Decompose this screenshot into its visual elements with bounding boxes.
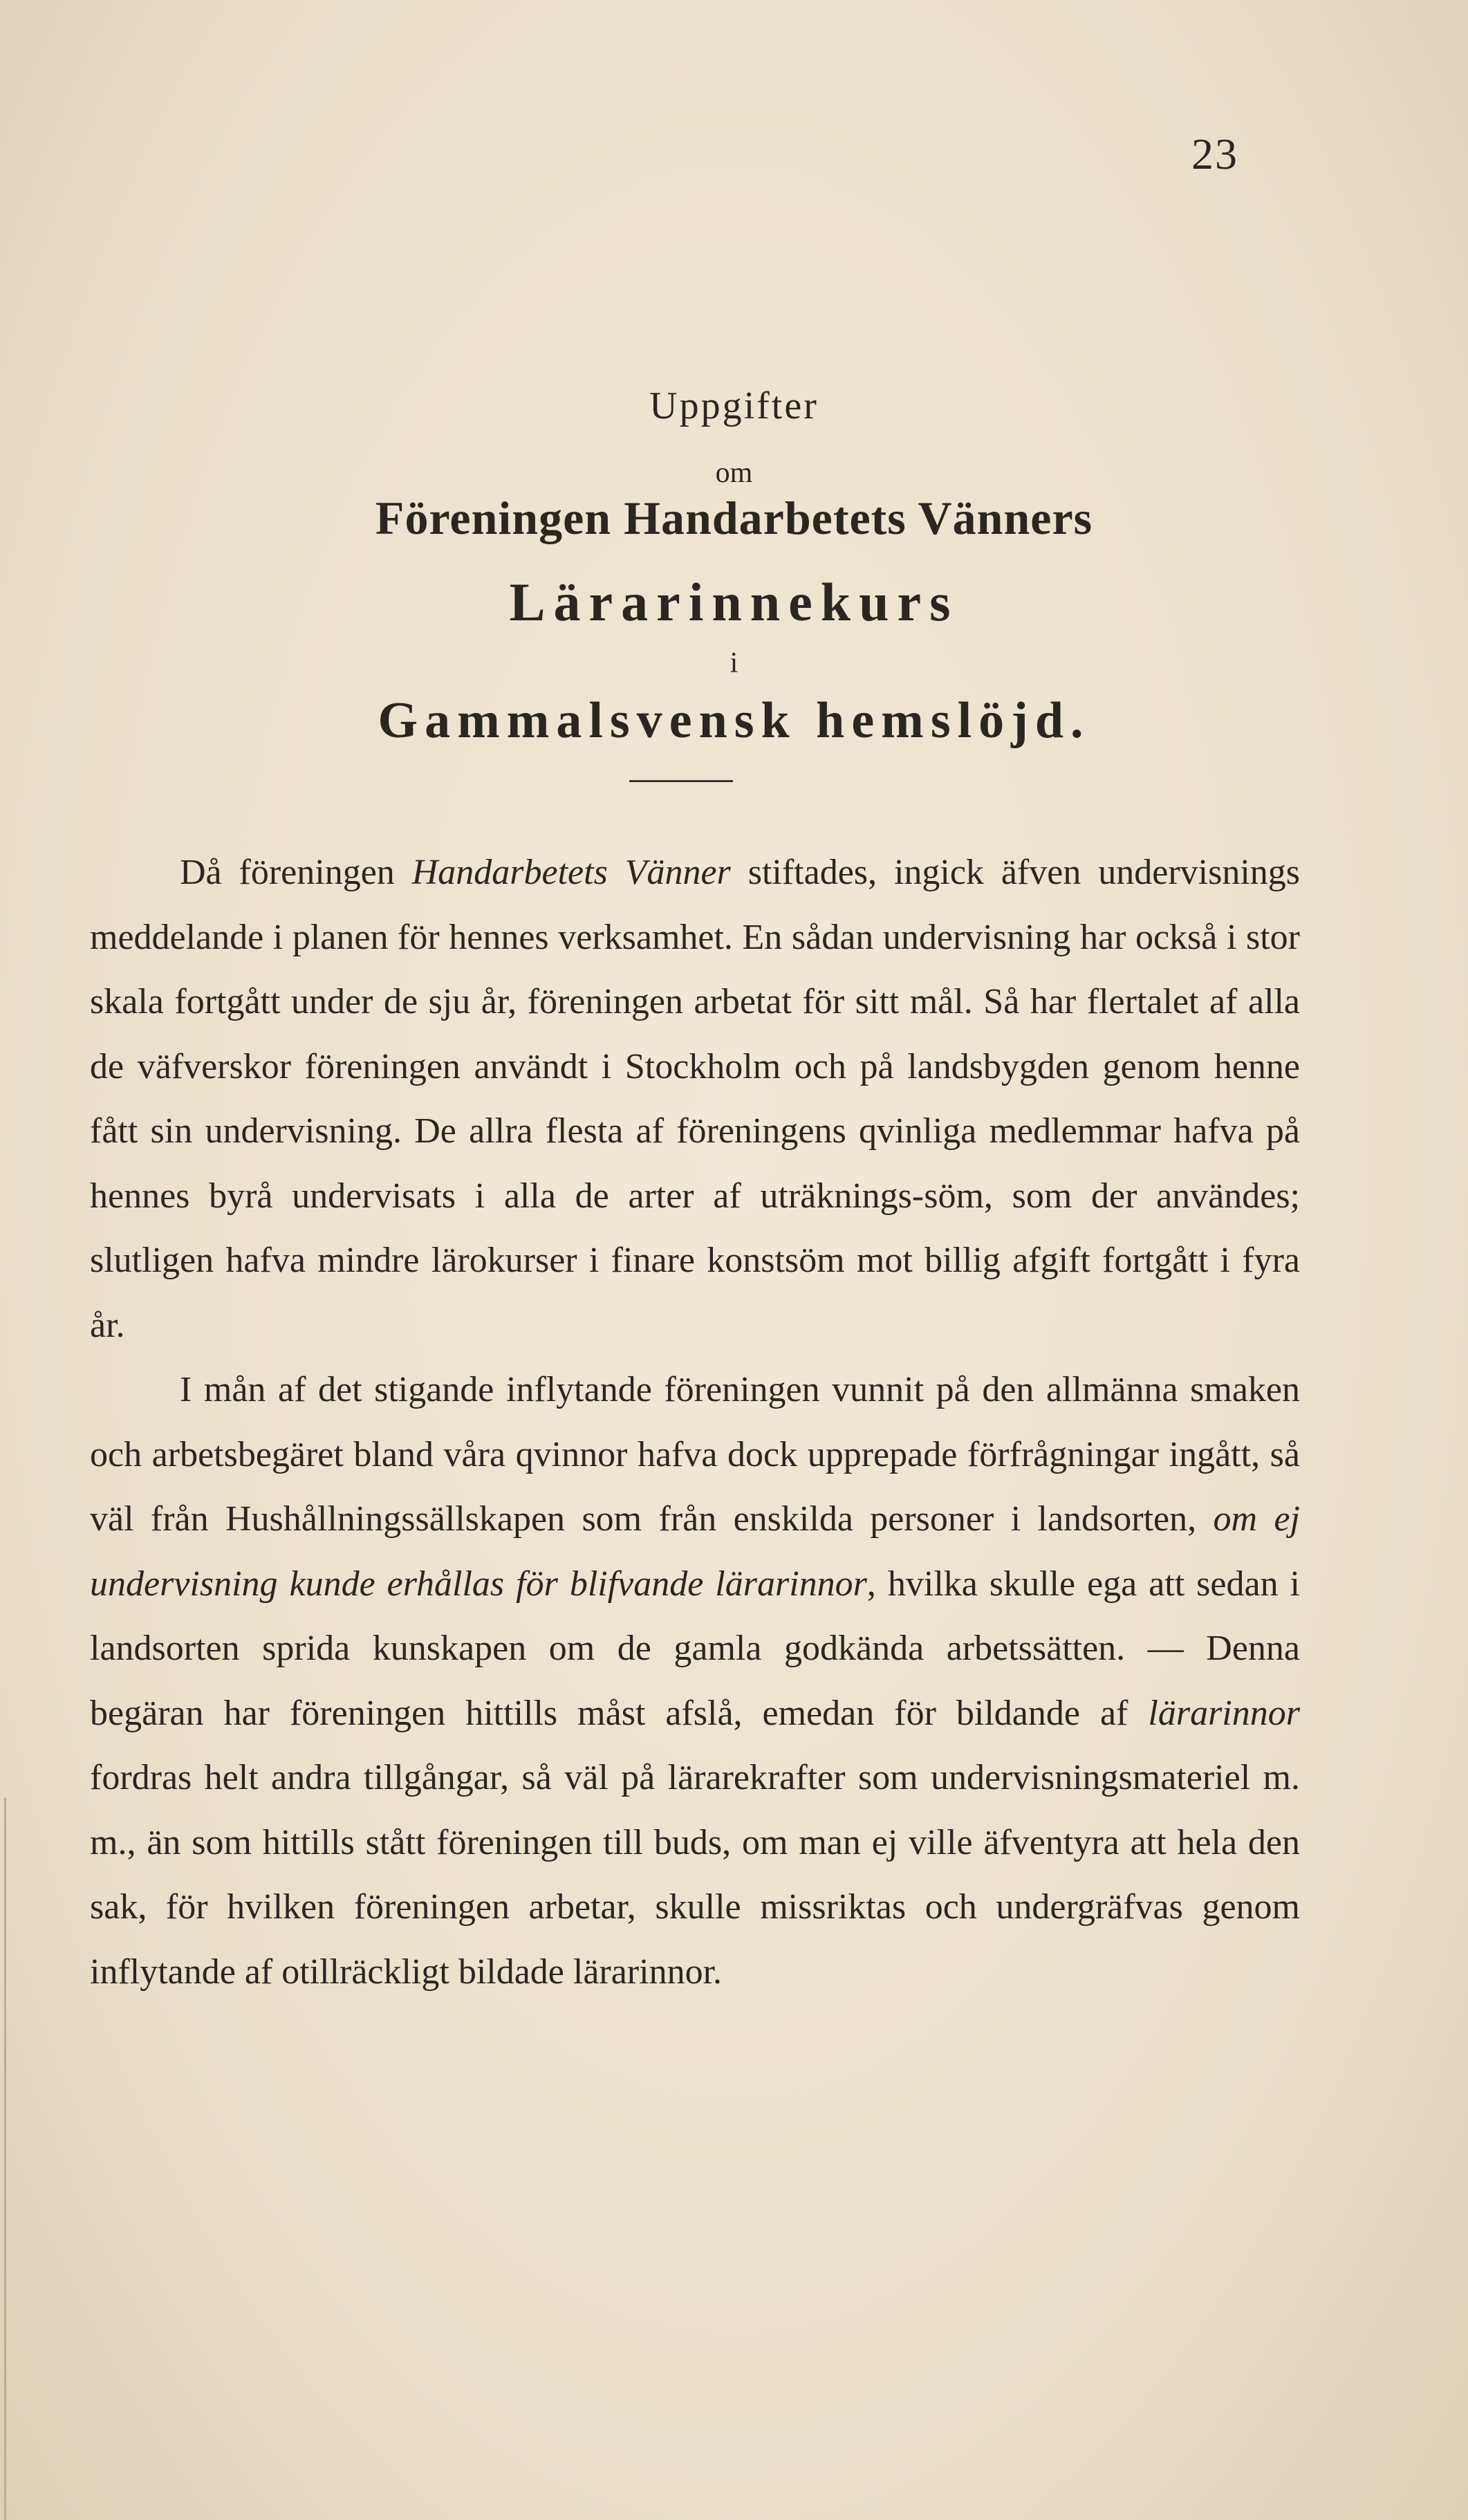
p1-italic-name: Handarbetets Vänner [411,853,731,892]
page-number: 23 [1191,129,1238,178]
body-text [90,840,1300,2004]
paragraph-1 [90,840,1300,1358]
p2-text-a: I mån af det stigande inflytande föreningen vunnit på den allmänna smaken och arbetsbegäret bland våra qvinnor hafva dock upprepade förfrågningar ingått, så väl från Hushållningssällskapen som från enskilda personer i landsorten, [90,1370,1300,1539]
heading-uppgifter: Uppgifter [649,385,819,427]
heading-om: om [715,457,753,489]
heading-kurs: Lärarinnekurs [509,572,959,632]
heading-i: i [730,647,738,679]
heading-forening: Föreningen Handarbetets Vänners [375,492,1093,544]
page-edge-mark [4,1798,6,2520]
title-divider [629,780,733,782]
p2-italic-lararinnor: lärarinnor [1148,1693,1300,1733]
paragraph-2 [90,1358,1300,2004]
heading-hemslojd: Gammalsvensk hemslöjd. [378,692,1090,749]
p2-text-c: fordras helt andra tillgångar, så väl på lärarekrafter som undervisningsmateriel m. m., än som hittills stått föreningen till buds, om man ej ville äfventyra att hela den sak, för hvilken föreningen arbetar, skulle missriktas och undergräfvas genom inflytande af otillräckligt bildade lärarinnor. [90,1758,1300,1992]
p2-italic-question: om ej undervisning kunde erhållas för blifvande lärarinnor [90,1499,1300,1604]
p2-text-b: , hvilka skulle ega att sedan i landsorten sprida kunskapen om de gamla godkända arbetssätten. — Denna begäran har föreningen hittills måst afslå, emedan för bildande af [90,1564,1301,1733]
p1-text-b: stiftades, ingick äfven undervisnings meddelande i planen för hennes verksamhet. En sådan undervisning har också i stor skala fortgått under de sju år, föreningen arbetat för sitt mål. Så har flertalet af alla de väfverskor föreningen användt i Stockholm och på landsbygden genom henne fått sin undervisning. De allra flesta af föreningens qvinliga medlemmar hafva på hennes byrå undervisats i alla de arter af uträknings-söm, som der användes; slutligen hafva mindre lärokurser i finare konstsöm mot billig afgift fortgått i fyra år. [90,853,1300,1345]
p1-text-a: Då föreningen [180,853,412,892]
